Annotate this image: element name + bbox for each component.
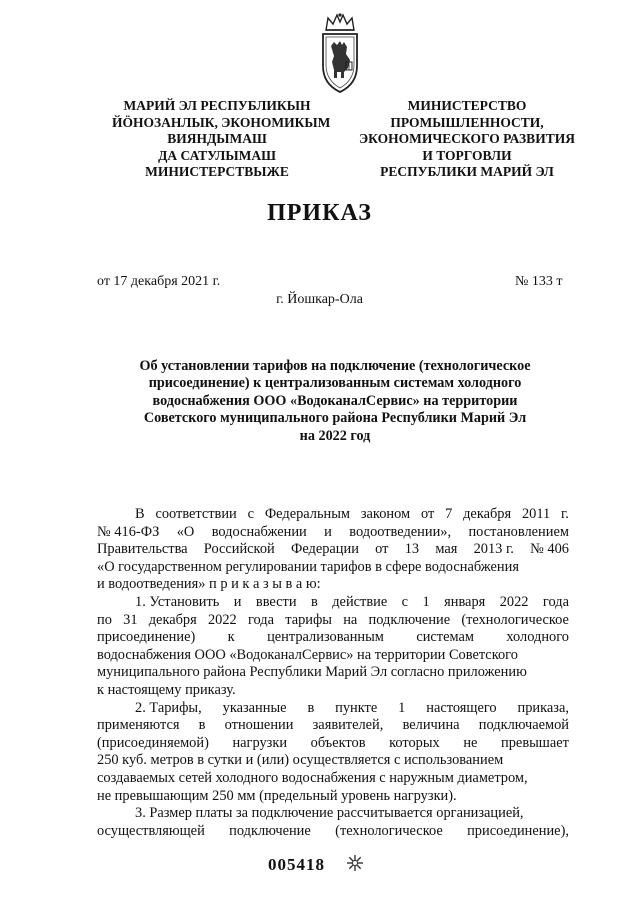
body-word: централизованным — [267, 629, 384, 646]
org-line: ЙÖНОЗАНЛЫК, ЭКОНОМИКЫМ — [112, 114, 331, 130]
body-word: муниципального района Республики Марий Эл согласно приложению — [97, 664, 527, 681]
org-line: МИНИСТЕРСТВО — [407, 98, 527, 113]
body-line — [97, 541, 569, 559]
body-word: приказа, — [517, 699, 569, 716]
body-line — [97, 770, 569, 788]
body-word: № 406 — [530, 541, 569, 558]
body-word: ввести — [255, 593, 297, 610]
org-line: ПРОМЫШЛЕННОСТИ, — [390, 114, 544, 130]
body-word: подключение — [229, 822, 311, 839]
body-word: не — [463, 734, 478, 751]
body-line — [97, 594, 569, 612]
body-word: превышает — [501, 734, 569, 751]
org-line: РЕСПУБЛИКИ МАРИЙ ЭЛ — [380, 164, 554, 180]
body-word: 2022 — [499, 593, 529, 610]
org-line: ДА САТУЛЫМАШ — [158, 147, 276, 163]
body-word: 31 — [123, 611, 138, 628]
body-word: «О — [176, 523, 195, 540]
body-word: 3. Размер платы за подключение рассчитывается организацией, — [135, 805, 524, 822]
body-word: (технологическое — [461, 611, 569, 628]
body-line — [97, 717, 569, 735]
body-word: отношении — [224, 717, 294, 734]
body-word: 2011 — [521, 506, 551, 522]
body-line — [97, 506, 569, 524]
body-line — [97, 559, 569, 577]
body-word: и — [233, 593, 242, 610]
body-word: Российской — [203, 541, 275, 558]
body-word: года — [542, 593, 569, 610]
body-word: в — [198, 717, 206, 734]
body-word: подключаемой — [478, 717, 569, 734]
body-word: 1 — [398, 699, 406, 716]
coat-of-arms-icon — [318, 12, 362, 96]
body-word: соответствии — [155, 506, 237, 522]
body-word: применяются — [97, 717, 180, 734]
body-word: осуществляющей — [97, 822, 205, 839]
body-word: по — [97, 611, 112, 628]
body-word: законом — [360, 506, 411, 522]
body-word: на — [343, 611, 358, 628]
body-line — [97, 576, 569, 594]
body-word: 1 — [422, 593, 430, 610]
body-word: в — [311, 593, 318, 610]
document-number: № 133 т — [515, 274, 563, 289]
document-date: от 17 декабря 2021 г. — [97, 274, 221, 289]
org-line: ВИЯНДЫМАШ — [167, 131, 267, 147]
body-word: мая — [435, 541, 458, 558]
body-word: к настоящему приказу. — [97, 681, 236, 698]
body-word: (присоединяемой) — [97, 734, 209, 751]
body-line — [97, 805, 569, 823]
subject-line: присоединение) к централизованным системам холодного — [148, 375, 522, 392]
body-word: с — [247, 506, 254, 522]
org-name-russian — [356, 98, 578, 181]
body-word: подключение — [368, 611, 451, 628]
star-mark-icon — [346, 854, 364, 872]
body-word: декабря — [463, 506, 512, 522]
body-word: 250 куб. метров в сутки и (или) осуществляется с использованием — [97, 752, 504, 769]
body-word: 1. Установить — [135, 593, 220, 610]
body-word: 7 — [445, 506, 453, 522]
body-word: пункте — [335, 699, 378, 716]
document-subject — [100, 358, 570, 445]
body-word: заявителей, — [312, 717, 384, 734]
body-word: настоящего — [426, 699, 497, 716]
body-line — [97, 524, 569, 542]
body-word: января — [444, 593, 486, 610]
subject-line: Об установлении тарифов на подключение (технологическое — [139, 358, 531, 374]
body-word: (технологическое — [335, 822, 443, 839]
body-line — [97, 735, 569, 753]
body-word: и водоотведения» п р и к а з ы в а ю: — [97, 576, 321, 593]
body-line — [97, 647, 569, 665]
body-word: В — [135, 506, 145, 522]
body-word: постановлением — [468, 523, 569, 540]
body-line — [97, 788, 569, 806]
subject-line: водоснабжения ООО «ВодоканалСервис» на территории — [152, 392, 518, 409]
document-type-title: ПРИКАЗ — [267, 200, 372, 226]
body-word: 2. Тарифы, — [135, 699, 202, 716]
body-line — [97, 629, 569, 647]
body-word: № 416-ФЗ — [97, 523, 160, 540]
body-word: действие — [332, 593, 388, 610]
body-word: 13 — [404, 541, 420, 558]
body-word: тарифы — [285, 611, 332, 628]
body-line — [97, 823, 569, 841]
org-line: МАРИЙ ЭЛ РЕСПУБЛИКЫН — [123, 98, 311, 113]
body-line — [97, 664, 569, 682]
body-word: 2013 г. — [473, 541, 514, 558]
document-body — [97, 506, 569, 840]
body-word: водоснабжения ООО «ВодоканалСервис» на территории Советского — [97, 646, 518, 663]
org-name-mari — [112, 98, 331, 181]
body-word: от — [420, 506, 435, 522]
body-word: которых — [389, 734, 440, 751]
document-city: г. Йошкар-Ола — [276, 292, 363, 307]
body-word: Правительства — [97, 541, 188, 558]
body-word: от — [375, 541, 389, 558]
body-word: года — [247, 611, 275, 628]
body-word: присоединение) — [97, 629, 196, 646]
body-word: создаваемых сетей холодного водоснабжения с наружным диаметром, — [97, 769, 528, 786]
body-line — [97, 752, 569, 770]
body-word: с — [401, 593, 409, 610]
serial-number: 005418 — [268, 855, 325, 874]
body-word: присоединение), — [467, 822, 569, 839]
org-line: И ТОРГОВЛИ — [422, 147, 512, 163]
body-line — [97, 682, 569, 700]
body-word: водоснабжении — [211, 523, 307, 540]
body-word: объектов — [310, 734, 366, 751]
body-word: г. — [561, 506, 569, 522]
body-word: водоотведении», — [349, 523, 452, 540]
body-word: указанные — [222, 699, 287, 716]
body-word: величина — [402, 717, 460, 734]
body-word: Федеральным — [264, 506, 351, 522]
body-word: и — [324, 523, 332, 540]
body-word: декабря — [148, 611, 197, 628]
body-word: нагрузки — [232, 734, 288, 751]
body-word: к — [227, 629, 235, 646]
org-line: МИНИСТЕРСТВЫЖЕ — [145, 164, 289, 180]
body-word: системам — [416, 629, 474, 646]
subject-line: Советского муниципального района Республики Марий Эл — [143, 410, 527, 427]
body-word: 2022 — [207, 611, 237, 628]
body-word: не превышающим 250 мм (предельный уровень нагрузки). — [97, 787, 457, 804]
body-word: «О государственном регулировании тарифов в сфере водоснабжения — [97, 558, 519, 575]
org-line: ЭКОНОМИЧЕСКОГО РАЗВИТИЯ — [359, 131, 575, 147]
body-word: в — [307, 699, 315, 716]
subject-line: на 2022 год — [299, 427, 371, 444]
body-line — [97, 612, 569, 630]
body-line — [97, 700, 569, 718]
body-word: Федерации — [290, 541, 359, 558]
body-word: холодного — [506, 629, 569, 646]
